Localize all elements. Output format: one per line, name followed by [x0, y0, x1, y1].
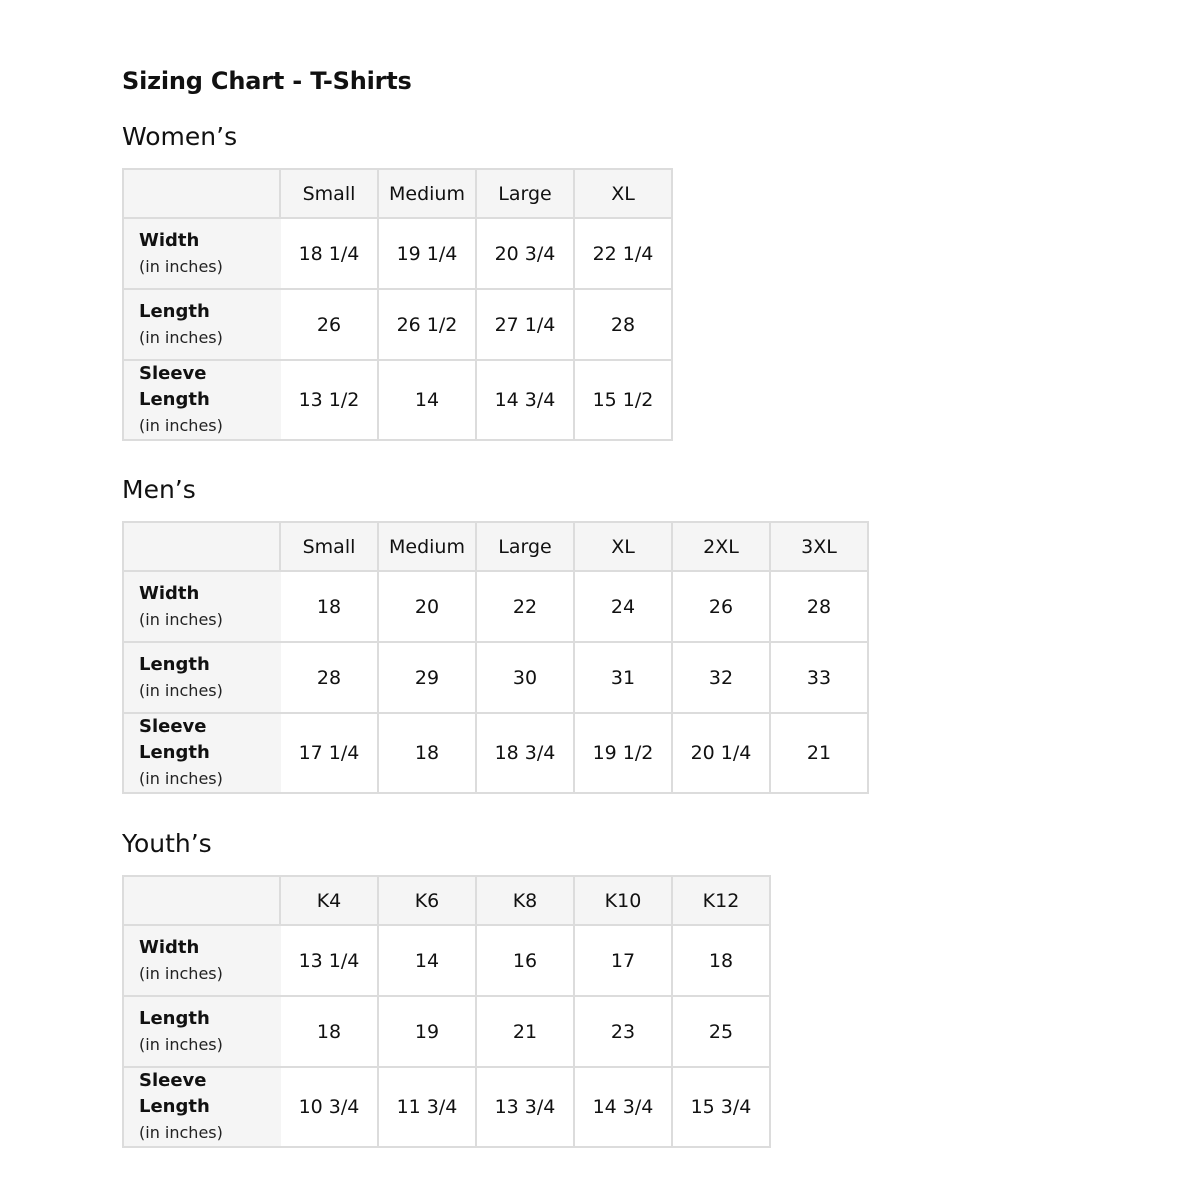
size-header: Medium [378, 169, 476, 218]
row-unit: (in inches) [139, 1123, 223, 1142]
measurement-cell: 15 3/4 [672, 1067, 770, 1147]
measurement-cell: 30 [476, 642, 574, 713]
table-row [123, 713, 868, 793]
table-corner-cell [123, 876, 280, 925]
measurement-cell: 27 1/4 [476, 289, 574, 360]
mens-size-table [122, 521, 869, 794]
measurement-cell: 11 3/4 [378, 1067, 476, 1147]
row-unit: (in inches) [139, 416, 223, 435]
measurement-cell: 10 3/4 [280, 1067, 378, 1147]
size-header: Large [476, 169, 574, 218]
row-unit: (in inches) [139, 609, 223, 629]
measurement-cell: 18 1/4 [280, 218, 378, 289]
row-label: Width [139, 582, 200, 604]
row-unit: (in inches) [139, 256, 223, 276]
measurement-cell: 14 3/4 [476, 360, 574, 440]
measurement-cell: 28 [770, 571, 868, 642]
row-label: Length [139, 300, 210, 322]
measurement-cell: 21 [770, 713, 868, 793]
measurement-cell: 26 [280, 289, 378, 360]
row-unit: (in inches) [139, 327, 223, 347]
row-label: Length [139, 1007, 210, 1029]
row-unit: (in inches) [139, 1034, 223, 1054]
table-header-row [123, 169, 672, 218]
row-header [123, 571, 280, 642]
size-header: Medium [378, 522, 476, 571]
table-header-row [123, 876, 770, 925]
measurement-cell: 18 [280, 996, 378, 1067]
measurement-cell: 18 [378, 713, 476, 793]
measurement-cell: 17 [574, 925, 672, 996]
table-row [123, 289, 672, 360]
size-header: XL [574, 169, 672, 218]
measurement-cell: 29 [378, 642, 476, 713]
table-corner-cell [123, 169, 280, 218]
size-header: K12 [672, 876, 770, 925]
size-header: XL [574, 522, 672, 571]
size-header: Small [280, 522, 378, 571]
row-label: Sleeve Length [139, 1070, 210, 1117]
measurement-cell: 13 1/4 [280, 925, 378, 996]
womens-size-table [122, 168, 673, 441]
measurement-cell: 23 [574, 996, 672, 1067]
measurement-cell: 15 1/2 [574, 360, 672, 440]
table-corner-cell [123, 522, 280, 571]
table-row [123, 360, 672, 440]
row-label: Width [139, 936, 200, 958]
row-label: Length [139, 653, 210, 675]
row-header [123, 1067, 280, 1147]
row-unit: (in inches) [139, 963, 223, 983]
size-header: K4 [280, 876, 378, 925]
measurement-cell: 19 [378, 996, 476, 1067]
table-row [123, 1067, 770, 1147]
size-header: K10 [574, 876, 672, 925]
row-header [123, 360, 280, 440]
measurement-cell: 26 1/2 [378, 289, 476, 360]
row-header [123, 996, 280, 1067]
row-header [123, 289, 280, 360]
mens-heading: Men’s [122, 475, 196, 504]
table-row [123, 925, 770, 996]
measurement-cell: 17 1/4 [280, 713, 378, 793]
measurement-cell: 20 1/4 [672, 713, 770, 793]
table-row [123, 996, 770, 1067]
measurement-cell: 32 [672, 642, 770, 713]
table-row [123, 571, 868, 642]
measurement-cell: 14 [378, 360, 476, 440]
size-header: Large [476, 522, 574, 571]
row-label: Width [139, 229, 200, 251]
table-row [123, 642, 868, 713]
measurement-cell: 25 [672, 996, 770, 1067]
measurement-cell: 18 [672, 925, 770, 996]
measurement-cell: 24 [574, 571, 672, 642]
womens-heading: Women’s [122, 122, 238, 151]
measurement-cell: 20 3/4 [476, 218, 574, 289]
size-header: K6 [378, 876, 476, 925]
row-unit: (in inches) [139, 769, 223, 788]
row-header [123, 642, 280, 713]
measurement-cell: 28 [280, 642, 378, 713]
measurement-cell: 18 [280, 571, 378, 642]
measurement-cell: 19 1/2 [574, 713, 672, 793]
size-header: Small [280, 169, 378, 218]
row-header [123, 925, 280, 996]
size-header: K8 [476, 876, 574, 925]
measurement-cell: 20 [378, 571, 476, 642]
page-title: Sizing Chart - T-Shirts [122, 67, 412, 95]
youths-size-table [122, 875, 771, 1148]
measurement-cell: 13 3/4 [476, 1067, 574, 1147]
measurement-cell: 22 [476, 571, 574, 642]
table-row [123, 218, 672, 289]
measurement-cell: 16 [476, 925, 574, 996]
row-header [123, 218, 280, 289]
measurement-cell: 26 [672, 571, 770, 642]
measurement-cell: 18 3/4 [476, 713, 574, 793]
measurement-cell: 19 1/4 [378, 218, 476, 289]
row-label: Sleeve Length [139, 716, 210, 763]
measurement-cell: 33 [770, 642, 868, 713]
measurement-cell: 28 [574, 289, 672, 360]
youths-heading: Youth’s [122, 829, 212, 858]
measurement-cell: 13 1/2 [280, 360, 378, 440]
row-unit: (in inches) [139, 680, 223, 700]
row-label: Sleeve Length [139, 363, 210, 410]
size-header: 2XL [672, 522, 770, 571]
table-header-row [123, 522, 868, 571]
row-header [123, 713, 280, 793]
measurement-cell: 31 [574, 642, 672, 713]
measurement-cell: 22 1/4 [574, 218, 672, 289]
size-header: 3XL [770, 522, 868, 571]
measurement-cell: 14 [378, 925, 476, 996]
measurement-cell: 14 3/4 [574, 1067, 672, 1147]
measurement-cell: 21 [476, 996, 574, 1067]
